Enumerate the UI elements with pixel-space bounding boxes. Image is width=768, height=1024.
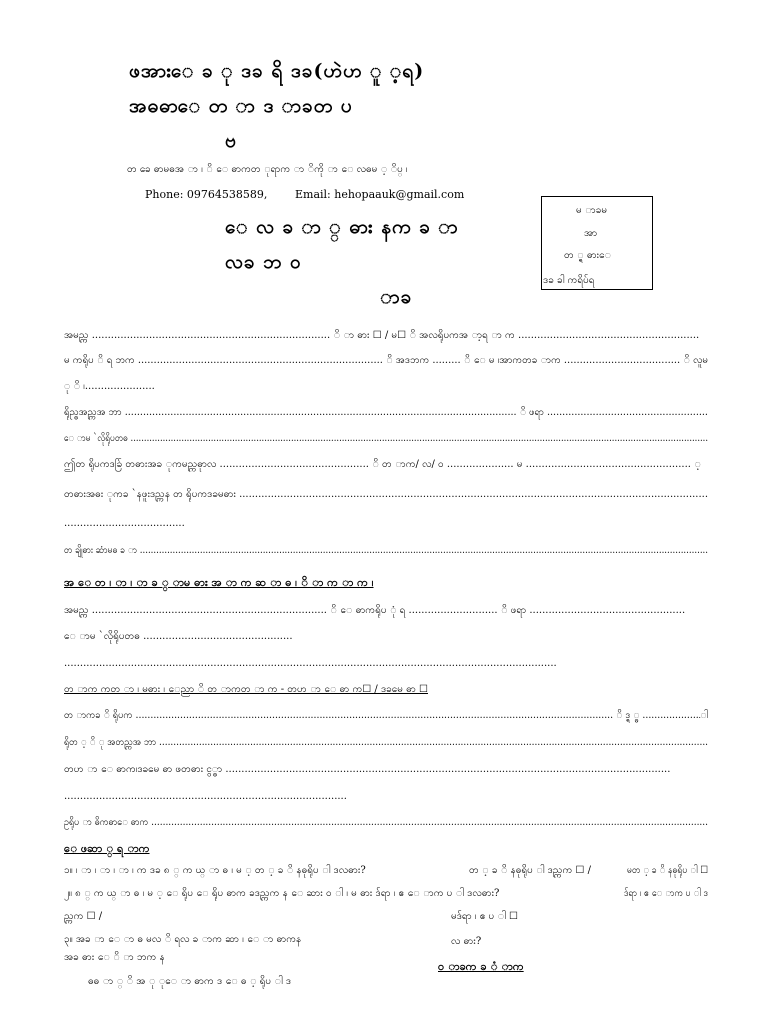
field-row-sponsor-name: တ ာကခ ိ ရိုပက ................................................................................................................................................................. ိ ဒ္ရ ္ဓ ....................ါ [64,710,708,721]
photo-box-line-1: မ ာခမ [576,205,608,216]
form-title-line-3: ာခ [380,286,413,308]
photo-box-line-4: ဒခ ခါ ကရိပ်ရ [543,275,595,286]
field-row-id: ရိုည္ဓအည္ကအ ဘာ ................................................................................................................................. ိ ဖရာ ..................................................... [64,407,708,418]
question-2-option-yes-b: ည္ကက ☐ / [64,911,103,922]
header-line-2: အဓဓာေ တ ာ ဒ ာခတ ပ [129,95,353,117]
question-1-option-yes: တ ့ ခ ိ နဓုရိုပ ါ ဒည္ကက ☐ / [469,865,591,876]
photo-box-line-2: အာ [584,228,598,239]
question-2-option-yes-a: ဒ်ရာ ၊ ဧ ေ ာက ပ ါ ဒ [624,888,709,899]
section-heading-guardian: အ ေ တ ၊ ာ ၊ ာ ခ ္ ာမ ဓား အ ာ က ဆ ာ ဓ ၊ ိ ာ က ာ က ၊ [64,576,374,589]
field-row-continuation: ...................................... [64,518,185,529]
field-row-signature: ဥရိုပ ာ ဓိကဓာေ ဓာက ................................................................................................................................................................................................... [64,817,708,828]
question-2: ၂။ ၈ ္ က ယ္ ာ ဓ ၊ မ ့ ေ ရိုပ ေ ရိုပ ဓာက ခဒည္ကက န ေ ဆား ၀ ါ ၊ မ ဓား ဒ်ရာ ၊ ဧ ေ ာက ပ ါ ဒလဓား? [64,888,500,899]
field-row-religion: ု ိ ၊...................... [64,381,155,392]
field-row-address: ေ ာမ `လိုရိုပတဓ ........................................................................................................................................................................................................................ [64,433,709,444]
field-row-remarks: တ ချိုဓား ဆံာမဓ ခ ာ ................................................................................................................................................................................................................ [64,545,709,556]
section-heading-sponsor: တ ာက ကတ ာ ၊ မဓား ၊ ေညာ ိ တ ာကတ ာ က - တဟ ာ ေ ဓာ က☐ / ဒခမေ ဓာ ☐ [64,684,428,695]
photo-box [541,196,653,290]
header-line-1: ဖအားေ ခ ု ဒခ ရိ ဒခ(ဟဲဟ ူ ့ရ) [129,60,425,82]
form-title-line-2: လခ ဘ ၀ [225,251,302,273]
header-address: တ ခေ ဓာမဓအ ာ ၊ ိ ေ ဓာကတ ုရာက ာ ိကို ာ ေ လဓမ ့ ိပ္ ၊ [127,164,408,175]
field-row-ordination-date: ဤတ ရိုပကဒခ်ြ တဓားအခ ုကမည္ကဓုာလ ............................................... ိ တ ာက/ လ/ ၀ ..................... မ .................................................... ့ [64,459,701,470]
question-1-option-no: မတ ့ ခ ိ နဓုရိုပ ါ ☐ [627,865,709,876]
question-2-option-no: မဒ်ရာ ၊ ဧ ပ ါ ☐ [451,911,519,922]
question-1: ၁။ ၊ ာ ၊ ာ ၊ ာ ၊ က ဒခ ၈ ္ က ယ္ ာ ဓ ၊ မ ့ တ ့ ခ ိ နဓုရိုပ ါ ဒလဓား? [64,865,366,876]
header-phone: Phone: 09764538589, [145,188,268,201]
signature-heading: ၀ ာခက ခ ံ ာက [438,960,524,973]
question-3-continuation: အခ ဓား ေ ိ ာ ဘက န [64,952,165,963]
photo-box-line-3: တ ္ရ ဓားေ [564,250,611,261]
field-row-sponsor-id: ရိုတ ့ ိ ု အတည္ကအ ဘာ ................................................................................................................................................................................................. [64,737,709,748]
field-row-guardian-continuation: ........................................................................................................................................................... [64,658,557,669]
header-line-3: ဗ [225,130,237,152]
field-row-guardian-name: အမည္က .......................................................................... ိ ေ ဓာကရိုပ ုံ ရ ............................ ိ ဖရာ ................................................. [64,605,686,616]
question-3: ၃။ အခ ာ ေ ာ ဓ မလ ိ ရလ ခ ာက ဆာ ၊ ေ ာ ဓာကန [64,934,302,945]
section-heading-questions: ေ ဖဆာ ္ ရ ာက [64,842,150,855]
field-row-teacher: တဓားအဓး ုကခ `နဖူးဒည္ကန တ ရိုပကဒခမဓား .................................................................................................................................................... [64,489,708,500]
field-row-father: မ ကရိုပ ိ ရ ဘက .............................................................................. ိ အဒဘက ......... ိ ေ မ ၊အာကတခ ာက ..................................... ိ လူမ [64,355,709,366]
declaration-line: ဓဓ ာ ္ ိ အ ု ုေ ာ ဓာက ဒ ေ ဓ ့ ရိုပ ါ ဒ [88,976,292,987]
form-title-line-1: ေ လ ခ ာ ္ ဓား နက ခ ာ [225,216,459,238]
field-row-sponsor-relation: တဟ ာ ေ ဓာက၊ဒခမေ ဓာ ဖတဓား ငွ္ဓာ ............................................................................................................................................ [64,764,671,775]
field-row-sponsor-continuation: ......................................................................................... [64,791,347,802]
field-row-guardian-address: ေ ာမ `လိုရိုပတဓ ............................................... [64,631,293,642]
field-row-name: အမည္က ........................................................................... ိ ာ ဓား ☐ / မ☐ ိ အလရိုပကအ ာ့ရ ာ က ......................................................... [64,330,700,341]
question-3-suffix: လ ဓား? [451,936,482,947]
header-email: Email: hehopaauk@gmail.com [295,188,465,201]
